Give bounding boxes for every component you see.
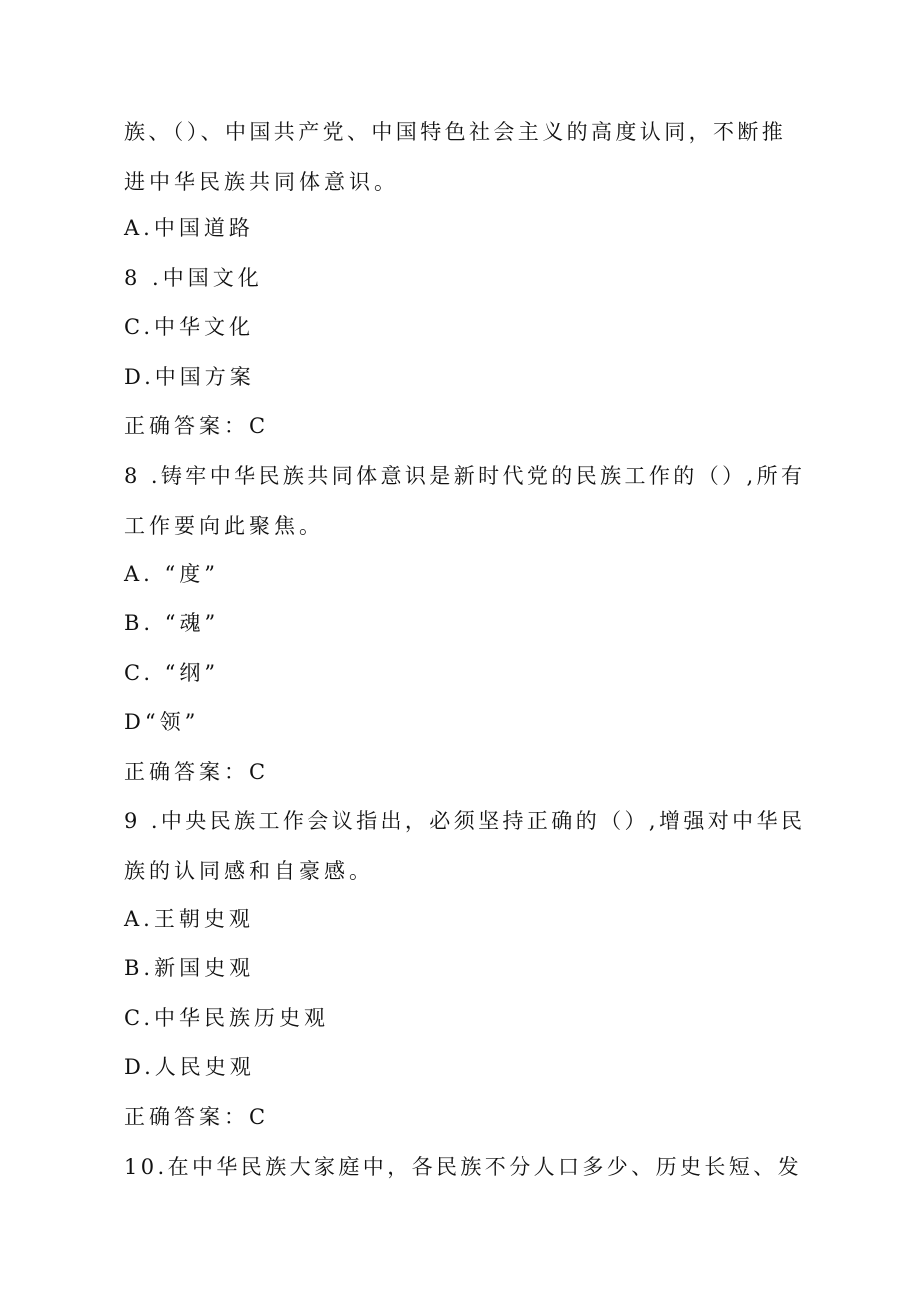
question-9-option-b: B.新国史观 [124,956,255,980]
question-9-text-line-1: 9 .中央民族工作会议指出，必须坚持正确的（）,增强对中华民 [124,809,806,833]
question-9-option-a: A.王朝史观 [124,907,254,931]
question-10-text-line-1: 10.在中华民族大家庭中，各民族不分人口多少、历史长短、发 [124,1155,802,1179]
question-7-text-line-2: 进中华民族共同体意识。 [124,170,399,194]
question-7-answer: 正确答案：C [124,414,270,438]
question-8-option-d: D“领” [124,710,200,734]
question-8-answer: 正确答案：C [124,760,270,784]
question-9-option-c: C.中华民族历史观 [124,1006,329,1030]
question-9-text-line-2: 族的认同感和自豪感。 [124,859,374,883]
question-7-option-d: D.中国方案 [124,365,255,389]
question-9-answer: 正确答案：C [124,1105,270,1129]
question-9-option-d: D.人民史观 [124,1055,255,1079]
question-8-option-c: C. “纲” [124,661,220,685]
question-7-text-line-1: 族、（）、中国共产党、中国特色社会主义的高度认同，不断推 [124,120,787,144]
question-8-option-a: A. “度” [124,562,219,586]
question-8-text-line-2: 工作要向此聚焦。 [124,514,324,538]
question-7-option-a: A.中国道路 [124,216,254,240]
question-7-option-c: C.中华文化 [124,315,254,339]
question-8-option-b: B. “魂” [124,611,220,635]
question-7-option-b: 8 .中国文化 [124,266,263,290]
question-8-text-line-1: 8 .铸牢中华民族共同体意识是新时代党的民族工作的（）,所有 [124,464,806,488]
